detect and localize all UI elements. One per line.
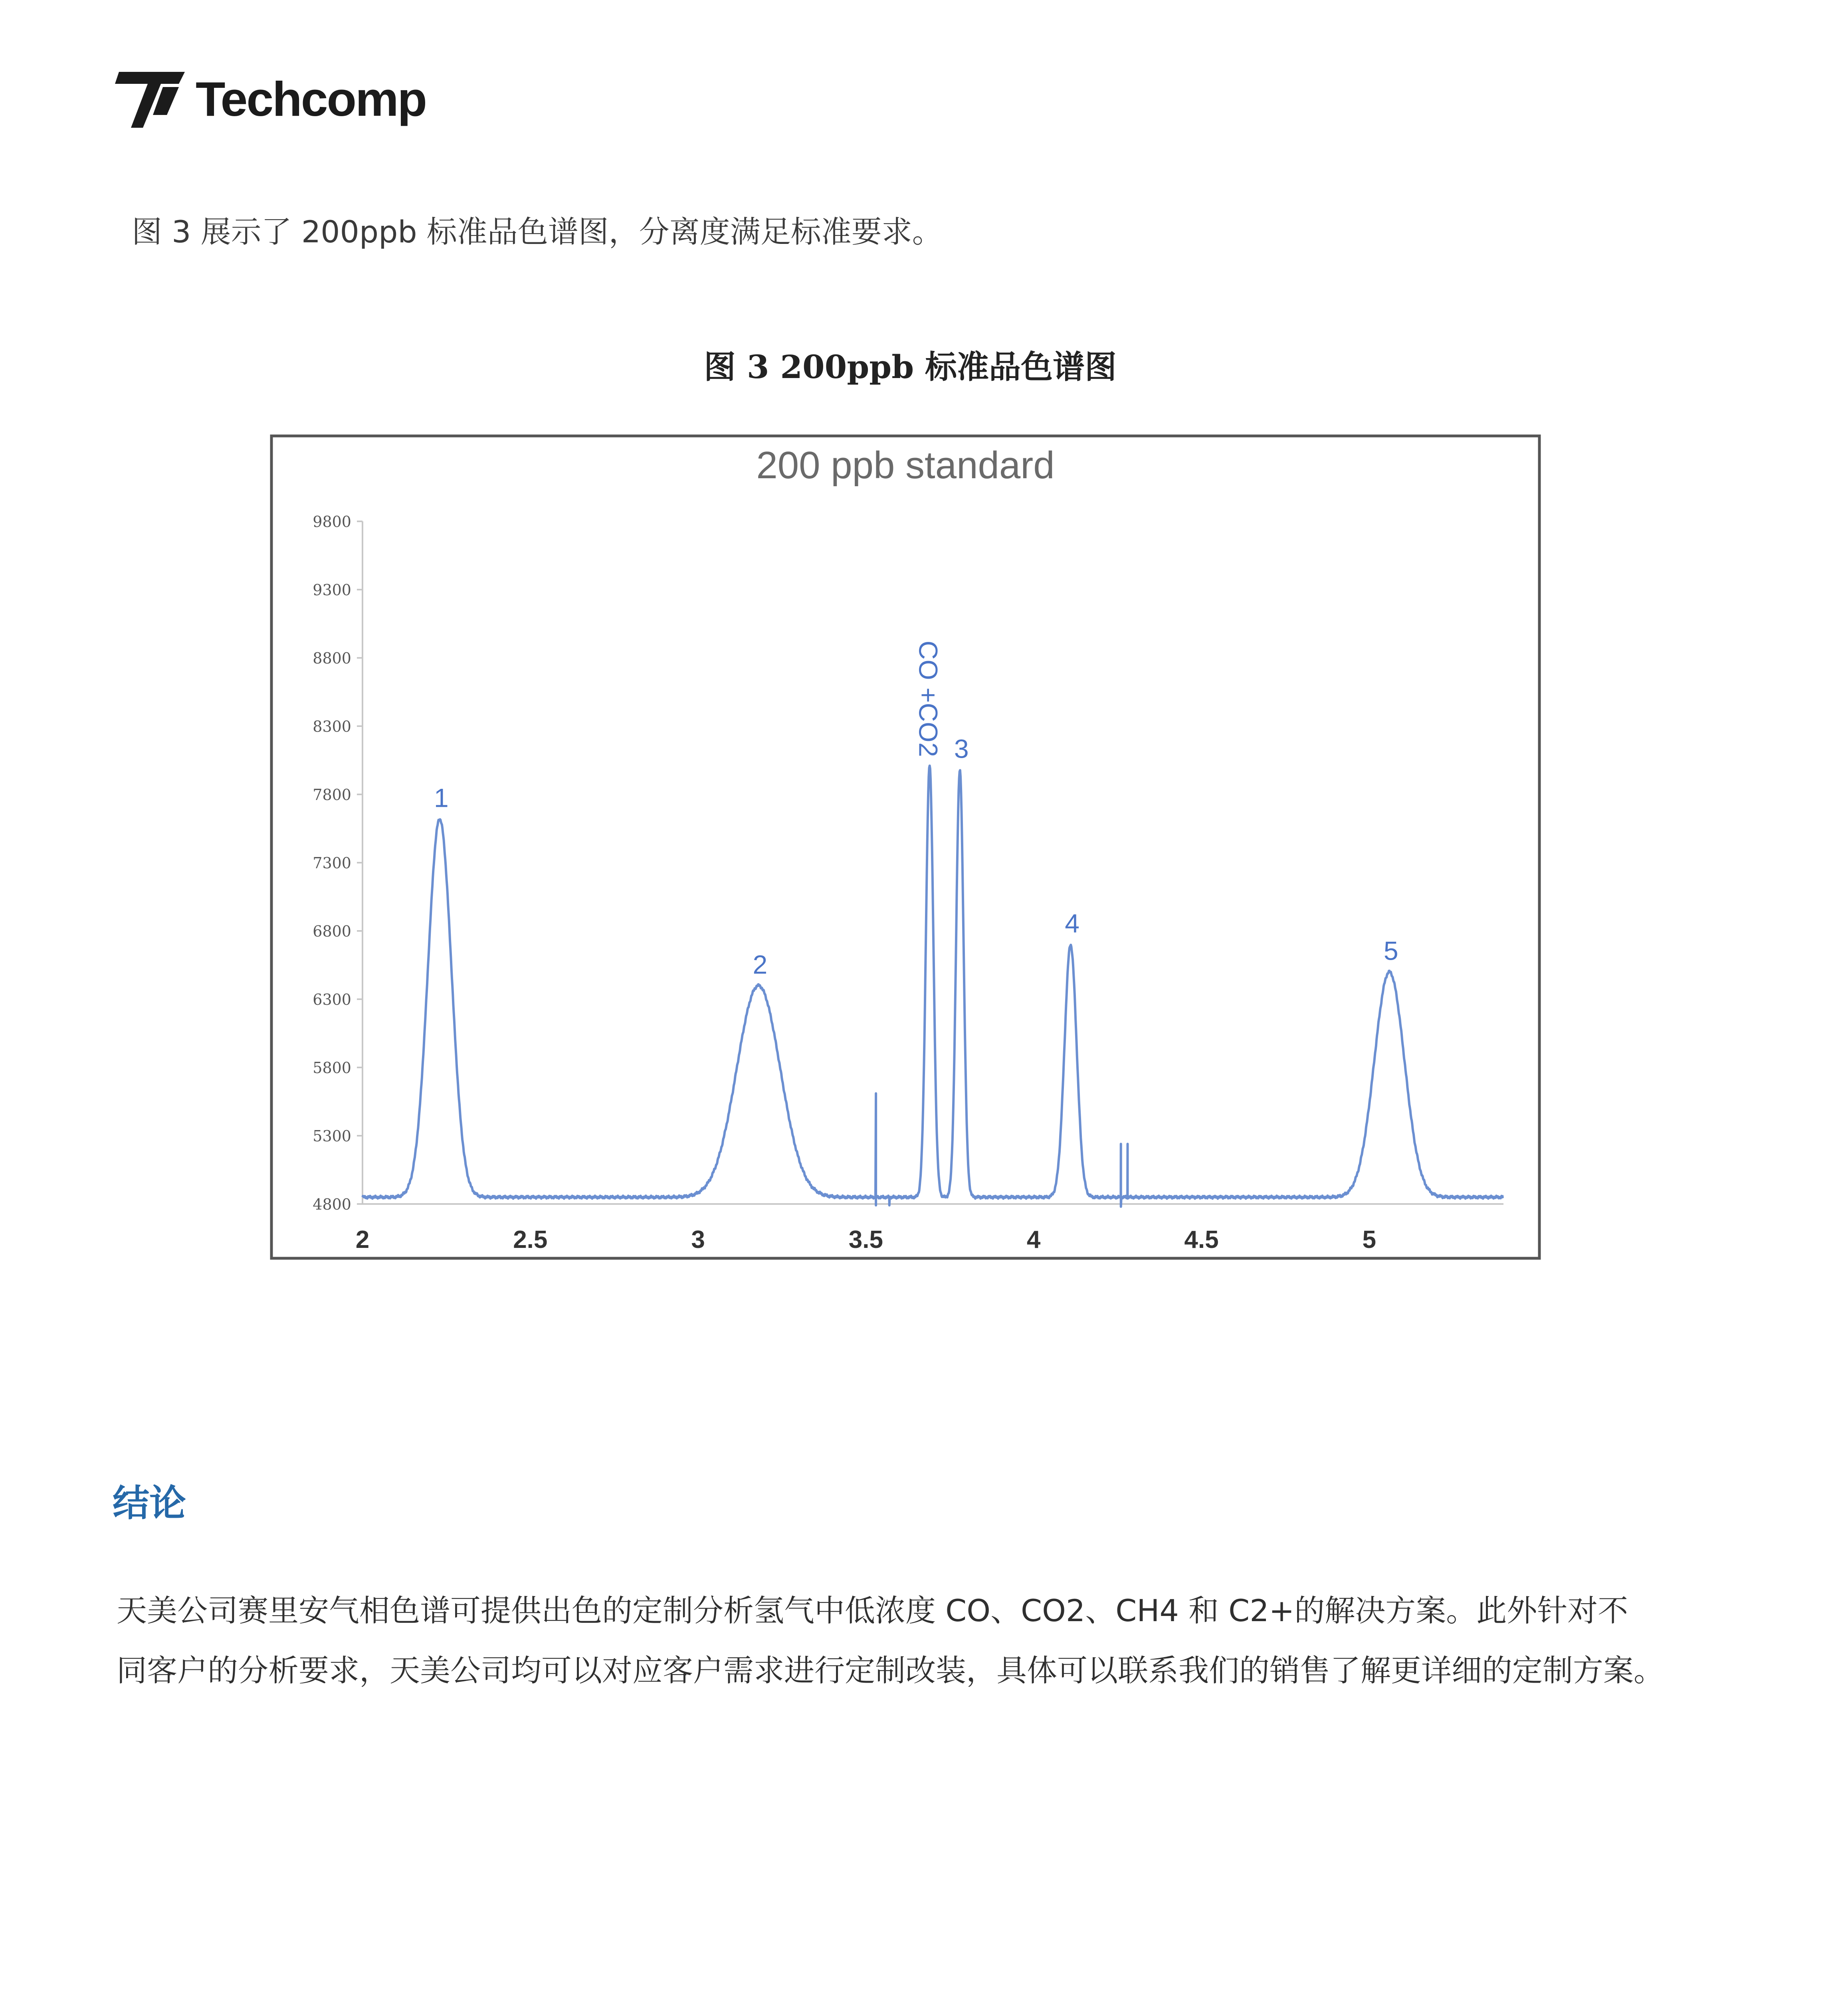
conclusion-line-1: 天美公司赛里安气相色谱可提供出色的定制分析氢气中低浓度 CO、CO2、CH4 和 C2+的解决方案。此外针对不 — [117, 1593, 1628, 1628]
peak-label: 4 — [1065, 909, 1080, 939]
y-tick-label: 6300 — [313, 991, 351, 1008]
intro-text: 图 3 展示了 200ppb 标准品色谱图，分离度满足标准要求。 — [132, 214, 943, 250]
peak-label: 3 — [954, 734, 969, 764]
conclusion-line-2: 同客户的分析要求，天美公司均可以对应客户需求进行定制改装，具体可以联系我们的销售了解更详细的定制方案。 — [117, 1653, 1664, 1688]
chart-title: 200 ppb standard — [756, 444, 1055, 487]
x-tick-label: 5 — [1362, 1226, 1377, 1253]
chromatogram-chart — [270, 434, 1541, 1260]
y-tick-label: 5300 — [313, 1127, 351, 1145]
logo-text: Techcomp — [196, 72, 426, 126]
y-tick-label: 6800 — [313, 923, 351, 940]
y-tick-label: 9300 — [313, 581, 351, 599]
x-tick-label: 4.5 — [1184, 1226, 1219, 1253]
x-tick-label: 2 — [355, 1226, 370, 1253]
peak-label: CO +CO2 — [913, 640, 943, 757]
y-tick-label: 5800 — [313, 1059, 351, 1077]
y-tick-label: 7800 — [313, 786, 351, 804]
logo-mark-icon — [115, 72, 185, 128]
peak-label: 1 — [434, 783, 449, 813]
figure-caption: 图 3 200ppb 标准品色谱图 — [703, 348, 1117, 386]
x-tick-label: 3 — [691, 1226, 705, 1253]
x-tick-label: 4 — [1026, 1226, 1041, 1253]
conclusion-heading: 结论 — [113, 1482, 186, 1525]
x-tick-label: 3.5 — [848, 1226, 883, 1253]
x-tick-label: 2.5 — [513, 1226, 548, 1253]
y-tick-label: 7300 — [313, 854, 351, 872]
conclusion-paragraph — [117, 1581, 1757, 1701]
peak-label: 5 — [1383, 936, 1398, 966]
y-tick-label: 9800 — [313, 513, 351, 531]
y-tick-label: 4800 — [313, 1196, 351, 1213]
y-tick-label: 8800 — [313, 649, 351, 667]
y-tick-label: 8300 — [313, 718, 351, 735]
peak-label: 2 — [753, 949, 768, 979]
